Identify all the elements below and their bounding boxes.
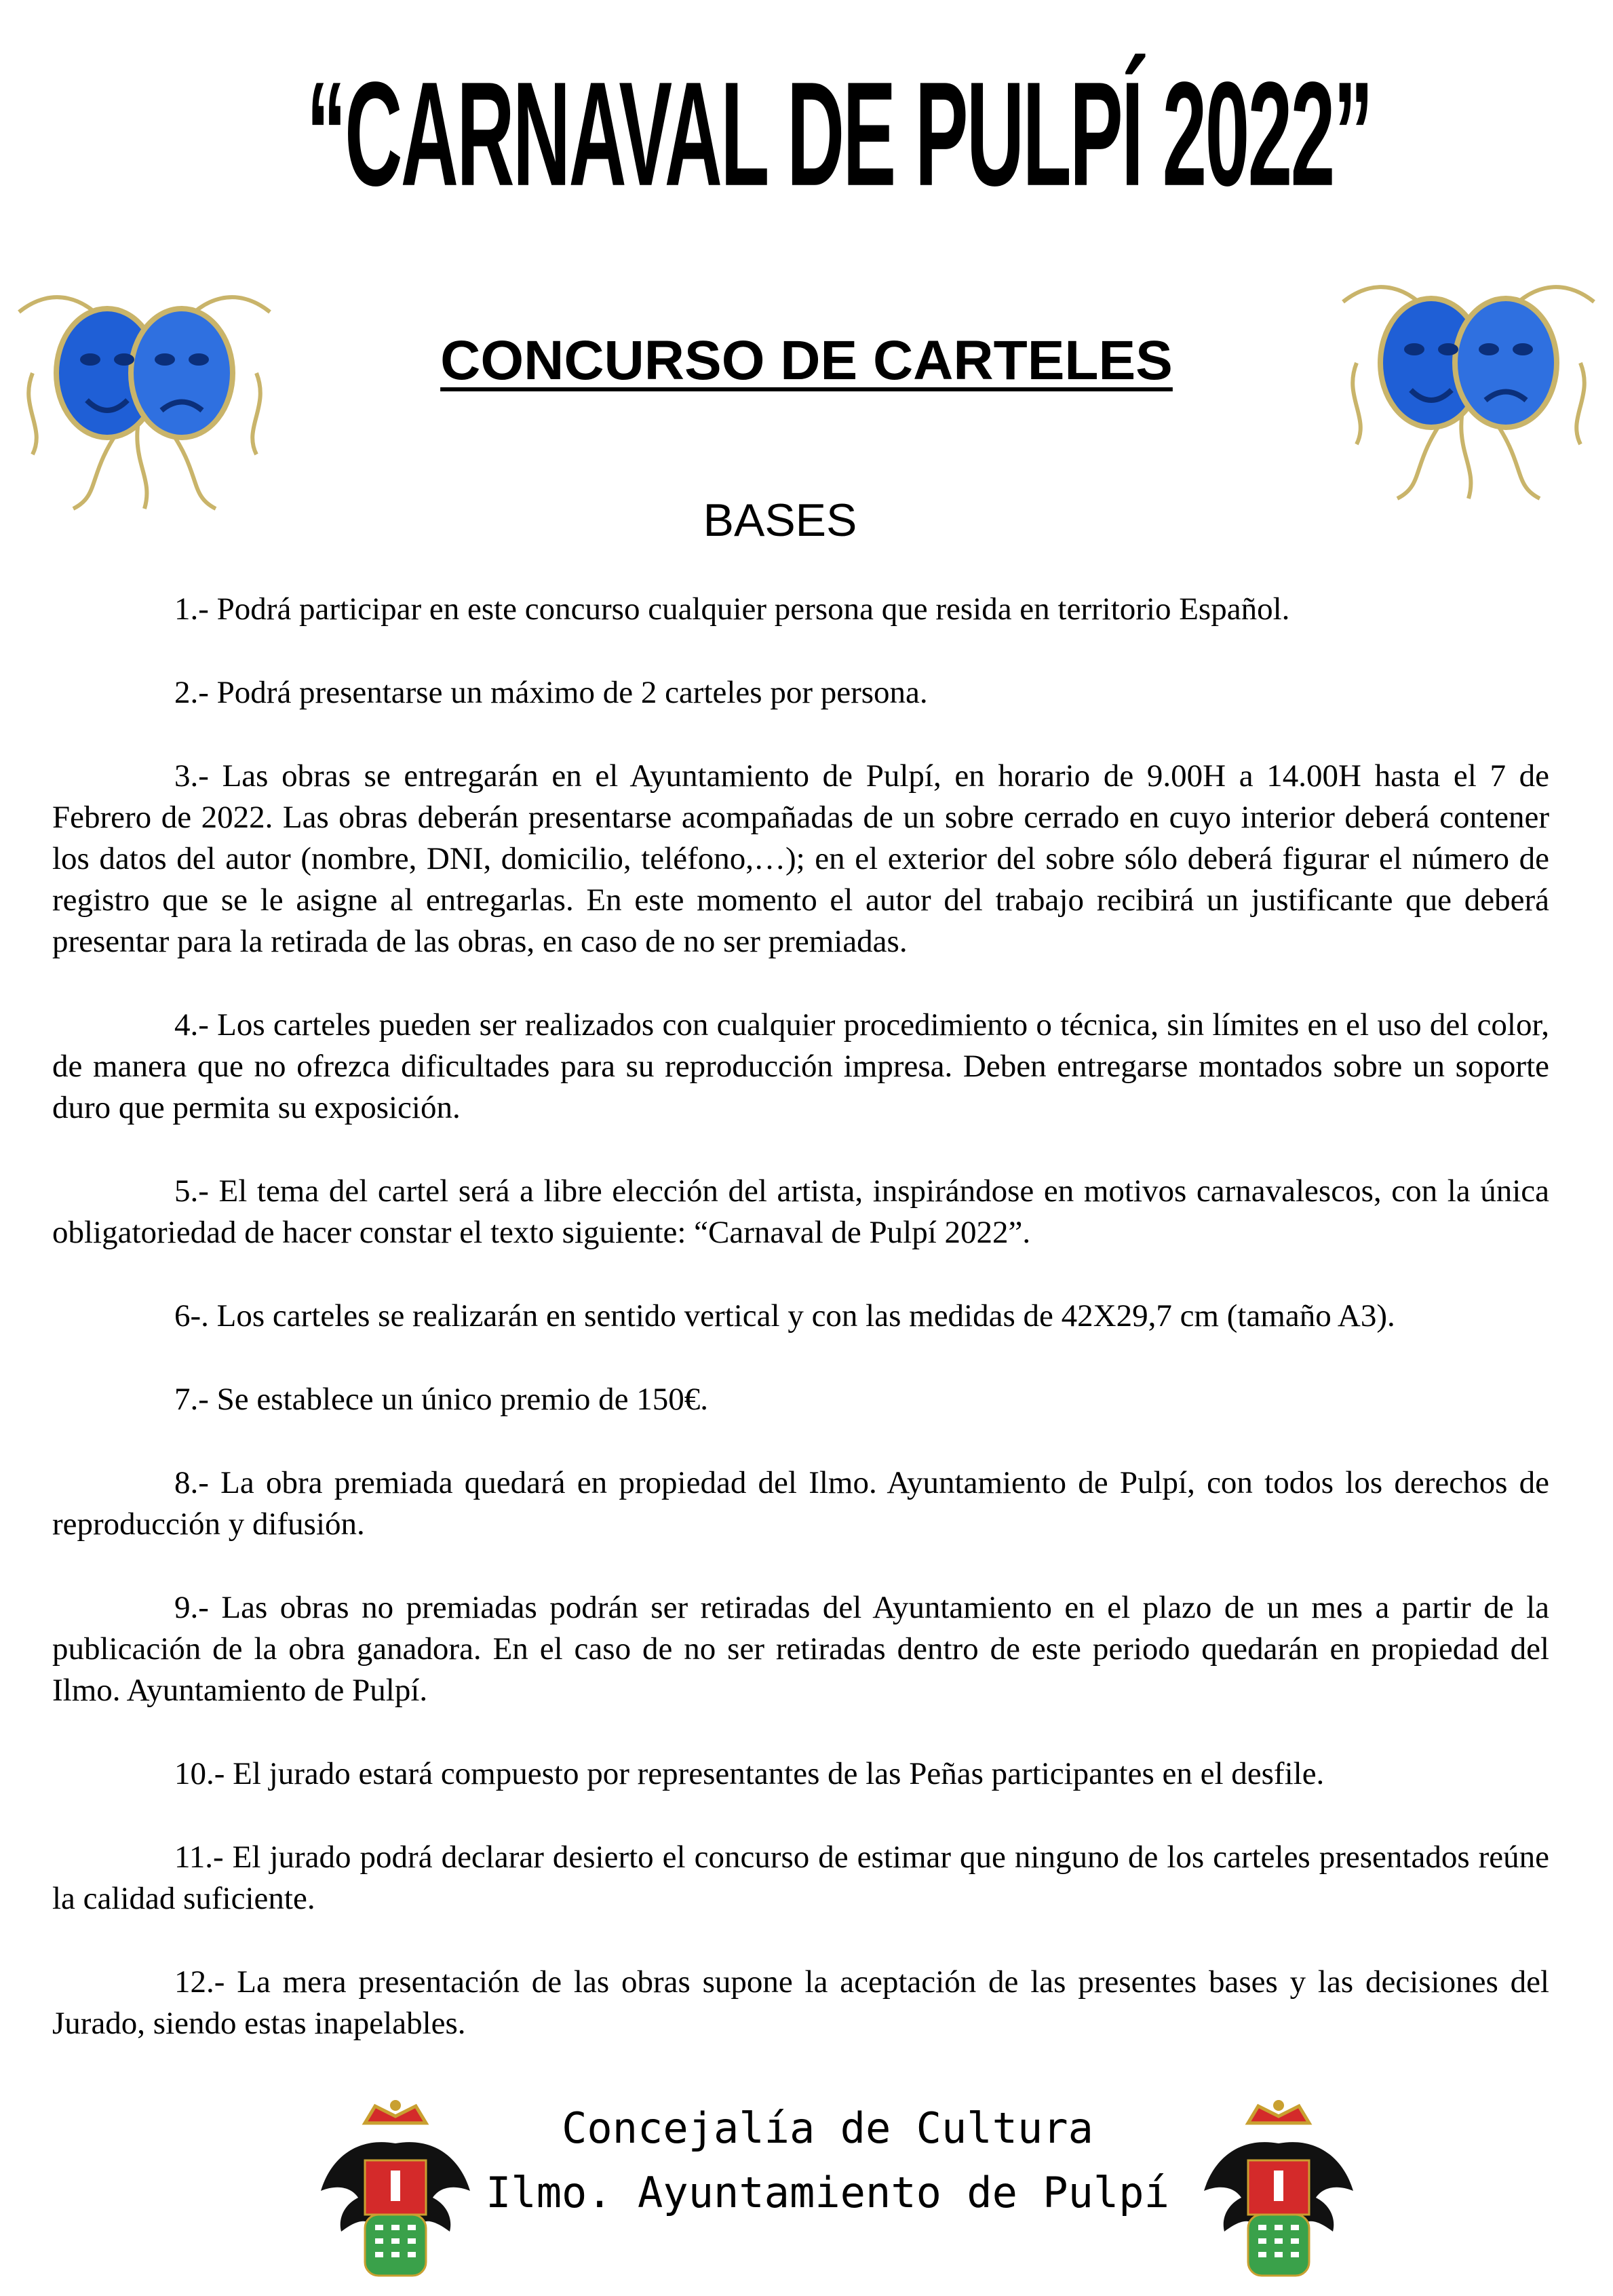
coat-of-arms-icon — [1201, 2096, 1357, 2293]
rule-item: 1.- Podrá participar en este concurso cualquier persona que resida en territorio Español. — [174, 591, 1290, 627]
rule-item: 7.- Se establece un único premio de 150€. — [174, 1382, 709, 1417]
rule-item: 9.- Las obras no premiadas podrán ser retiradas del Ayuntamiento en el plazo de un mes a partir de la publicación de la obra ganadora. En el caso de no ser retiradas dentro de este periodo quedarán en propiedad del Ilmo. Ayuntamiento de Pulpí. — [52, 1590, 1549, 1708]
rule-item: 11.- El jurado podrá declarar desierto el concurso de estimar que ninguno de los carteles presentados reúne la calidad suficiente. — [52, 1840, 1549, 1916]
contest-subtitle: CONCURSO DE CARTELES — [440, 330, 1173, 391]
page-title: “CARNAVAL DE PULPÍ 2022” — [306, 52, 1372, 217]
section-heading: BASES — [703, 494, 857, 546]
coat-of-arms-icon — [317, 2096, 473, 2293]
council-name: Ilmo. Ayuntamiento de Pulpí — [486, 2168, 1169, 2217]
rules-list — [52, 589, 1549, 2086]
footer-signature — [475, 2096, 1180, 2225]
rule-item: 3.- Las obras se entregarán en el Ayuntamiento de Pulpí, en horario de 9.00H a 14.00H hasta el 7 de Febrero de 2022. Las obras deberán presentarse acompañadas de un sobre cerrado en cuyo interior deberá contener los datos del autor (nombre, DNI, domicilio, teléfono,…); en el exterior del sobre sólo deberá figurar el número de registro que se le asigne al entregarlas. En este momento el autor del trabajo recibirá un justificante que deberá presentar para la retirada de las obras, en caso de no ser premiadas. — [52, 758, 1549, 959]
rule-item: 4.- Los carteles pueden ser realizados con cualquier procedimiento o técnica, sin límites en el uso del color, de manera que no ofrezca dificultades para su reproducción impresa. Deben entregarse montados sobre un soporte duro que permita su exposición. — [52, 1007, 1549, 1125]
rule-item: 8.- La obra premiada quedará en propiedad del Ilmo. Ayuntamiento de Pulpí, con todos los derechos de reproducción y difusión. — [52, 1465, 1549, 1542]
rule-item: 2.- Podrá presentarse un máximo de 2 carteles por persona. — [174, 675, 928, 710]
rule-item: 10.- El jurado estará compuesto por representantes de las Peñas participantes en el desfile. — [174, 1756, 1325, 1791]
rule-item: 5.- El tema del cartel será a libre elección del artista, inspirándose en motivos carnavalescos, con la única obligatoriedad de hacer constar el texto siguiente: “Carnaval de Pulpí 2022”. — [52, 1173, 1549, 1250]
department-name: Concejalía de Cultura — [562, 2103, 1093, 2153]
rule-item: 6-. Los carteles se realizarán en sentido vertical y con las medidas de 42X29,7 cm (tamaño A3). — [174, 1298, 1395, 1334]
rule-item: 12.- La mera presentación de las obras supone la aceptación de las presentes bases y las decisiones del Jurado, siendo estas inapelables. — [52, 1964, 1549, 2041]
